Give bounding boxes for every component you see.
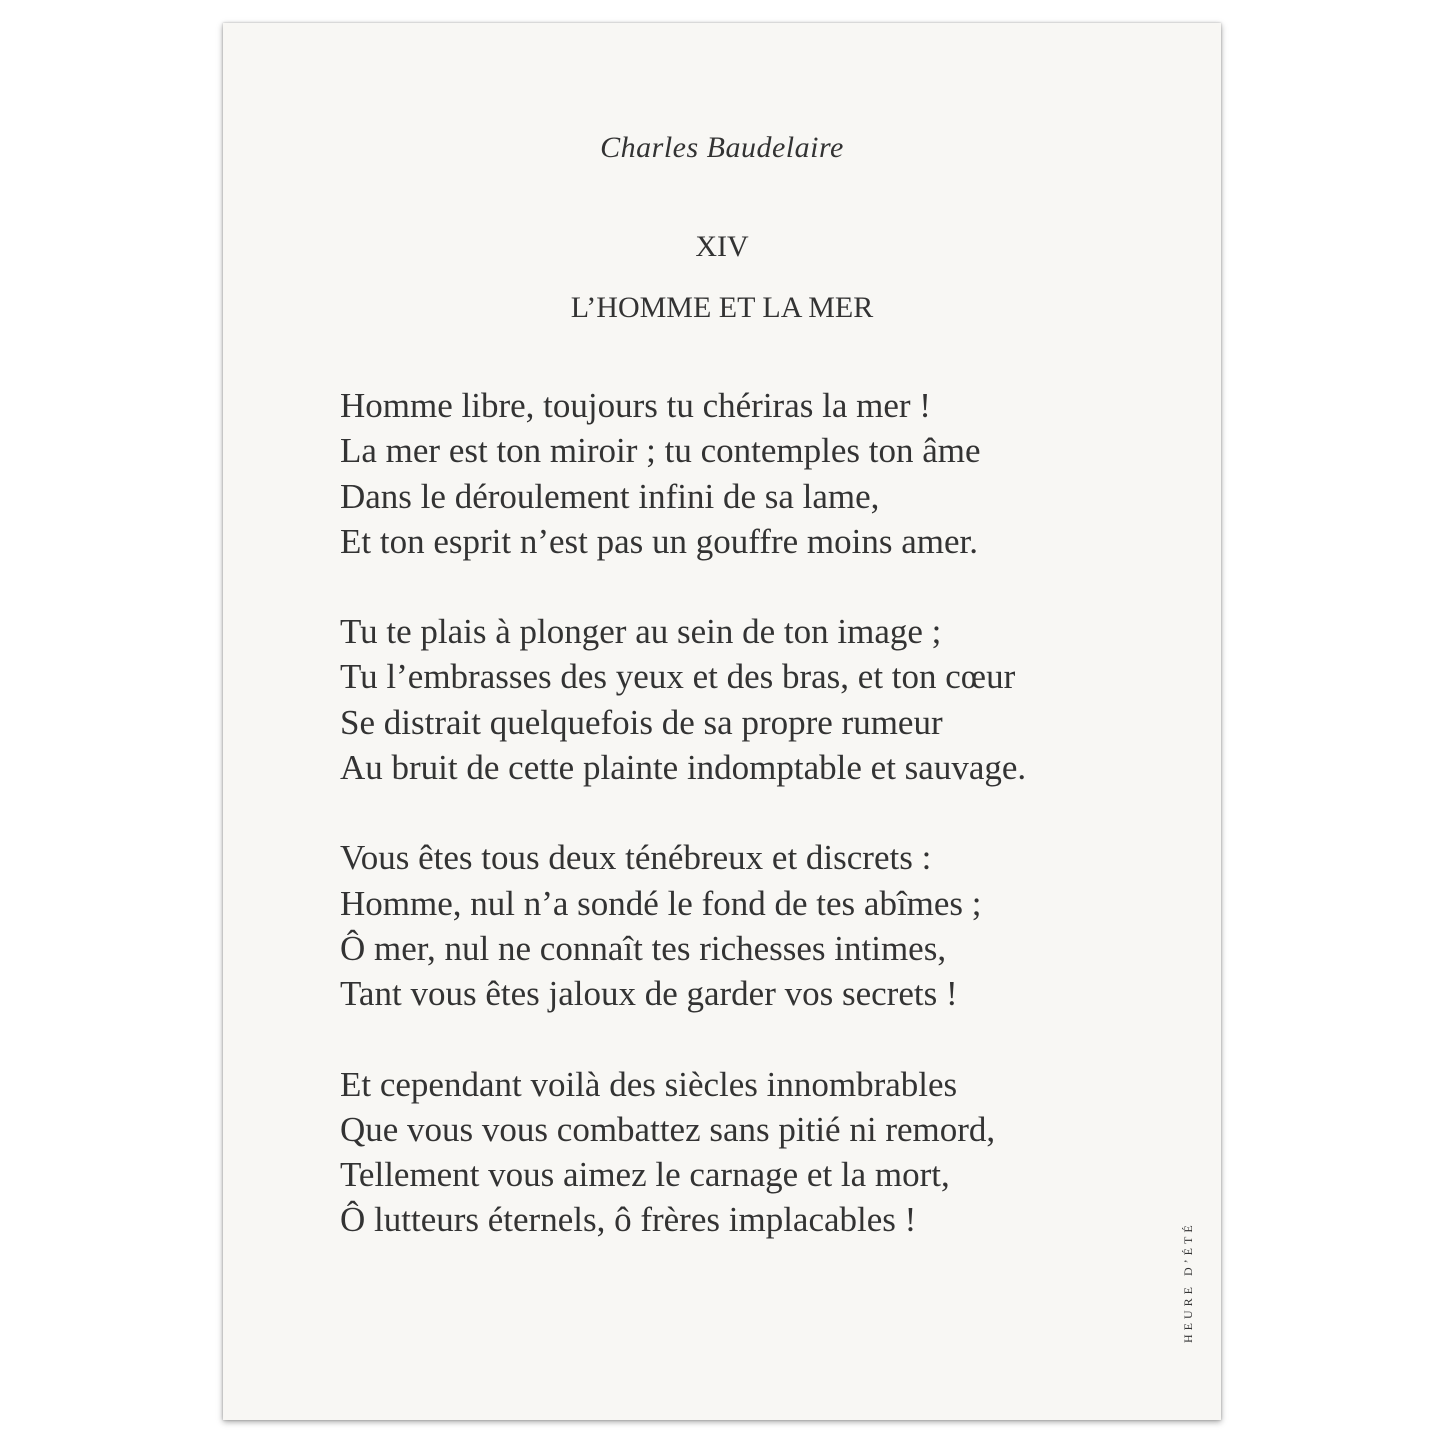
poem-title: L’HOMME ET LA MER <box>570 291 874 324</box>
stanza <box>340 835 1160 1016</box>
verse-line: Ô mer, nul ne connaît tes richesses intimes, <box>340 928 947 968</box>
verse-line: Dans le déroulement infini de sa lame, <box>340 476 880 516</box>
verse-line: Vous êtes tous deux ténébreux et discrets : <box>340 838 932 878</box>
stanza <box>340 1062 1160 1243</box>
verse-line: Que vous vous combattez sans pitié ni remord, <box>340 1109 996 1149</box>
verse-line: Au bruit de cette plainte indomptable et sauvage. <box>340 748 1027 788</box>
stanza <box>340 609 1160 790</box>
verse-line: Homme libre, toujours tu chériras la mer ! <box>340 386 931 425</box>
verse-line: Homme, nul n’a sondé le fond de tes abîmes ; <box>340 883 982 923</box>
poem-body <box>340 383 1160 1288</box>
verse-line: Et ton esprit n’est pas un gouffre moins amer. <box>340 521 978 561</box>
verse-line: La mer est ton miroir ; tu contemples ton âme <box>340 431 981 471</box>
poem-number: XIV <box>695 230 749 263</box>
verse-line: Tellement vous aimez le carnage et la mort, <box>340 1155 950 1195</box>
verse-line: Tant vous êtes jaloux de garder vos secrets ! <box>340 974 958 1014</box>
stanza <box>340 383 1160 564</box>
verse-line: Et cependant voilà des siècles innombrables <box>340 1064 958 1104</box>
verse-line: Tu te plais à plonger au sein de ton image ; <box>340 612 942 652</box>
author-name: Charles Baudelaire <box>600 131 844 164</box>
brand-mark: HEURE D’ÉTÉ <box>1181 1221 1195 1343</box>
verse-line: Ô lutteurs éternels, ô frères implacables ! <box>340 1200 917 1240</box>
poem-poster <box>223 23 1221 1420</box>
verse-line: Se distrait quelquefois de sa propre rumeur <box>340 702 943 742</box>
verse-line: Tu l’embrasses des yeux et des bras, et ton cœur <box>340 657 1016 697</box>
